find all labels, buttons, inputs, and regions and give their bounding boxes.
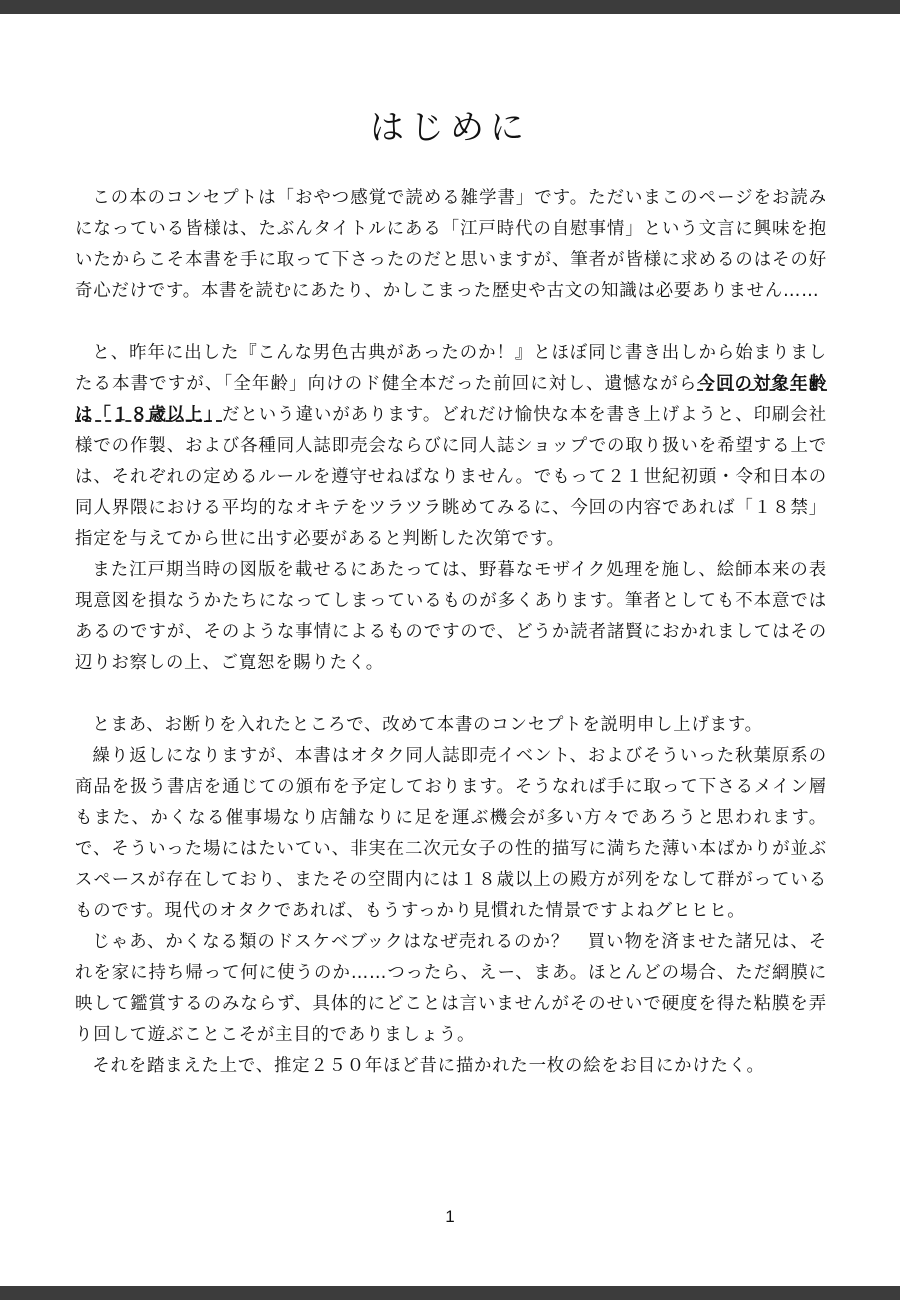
page-number: 1	[445, 1207, 455, 1226]
bottom-border	[0, 1286, 900, 1300]
paragraph-4: とまあ、お断りを入れたところで、改めて本書のコンセプトを説明申し上げます。	[92, 715, 763, 735]
page-title: はじめに	[370, 108, 530, 148]
paragraph-spacer	[75, 307, 827, 338]
paragraph-6: じゃあ、かくなる類のドスケベブックはなぜ売れるのか？ 買い物を済ませた諸兄は、それを家に持ち帰って何に使うのか……つったら、えー、まあ。ほとんどの場合、ただ網膜に映して鑑賞するのみならず、具体的にどことは言いませんがそのせいで硬度を得た粘膜を弄り回して遊ぶことこそが主目的でありましょう。	[75, 932, 827, 1045]
body-text	[75, 183, 827, 1082]
paragraph-3: また江戸期当時の図版を載せるにあたっては、野暮なモザイク処理を施し、絵師本来の表現意図を損なうかたちになってしまっているものが多くあります。筆者としても不本意ではあるのですが、そのような事情によるものですので、どうか読者諸賢におかれましてはその辺りお察しの上、ご寛恕を賜りたく。	[75, 560, 827, 673]
paragraph-2-lead: と、昨年に出した『こんな男色古典があったのか！』とほぼ同じ書き出しから始まりましたる本書ですが、「全年齢」向けのド健全本だった前回に対し、遺憾ながら	[75, 343, 827, 394]
paragraph-spacer	[75, 679, 827, 710]
paragraph-2	[75, 338, 827, 555]
paragraph-7: それを踏まえた上で、推定２５０年ほど昔に描かれた一枚の絵をお目にかけたく。	[92, 1056, 765, 1076]
paragraph-5: 繰り返しになりますが、本書はオタク同人誌即売イベント、およびそういった秋葉原系の商品を扱う書店を通じての頒布を予定しております。そうなれば手に取って下さるメイン層もまた、かくなる催事場なり店舗なりに足を運ぶ機会が多い方々であろうと思われます。で、そういった場にはたいてい、非実在二次元女子の性的描写に満ちた薄い本ばかりが並ぶスペースが存在しており、またその空間内には１８歳以上の殿方が列をなして群がっているものです。現代のオタクであれば、もうすっかり見慣れた情景ですよねグヒヒヒ。	[75, 746, 827, 921]
age-rating-emphasis: 今回の対象年齢は「１８歳以上」	[75, 374, 827, 425]
top-border	[0, 0, 900, 14]
paragraph-1: この本のコンセプトは「おやつ感覚で読める雑学書」です。ただいまこのページをお読みになっている皆様は、たぶんタイトルにある「江戸時代の自慰事情」という文言に興味を抱いたからこそ本書を手に取って下さったのだと思いますが、筆者が皆様に求めるのはその好奇心だけです。本書を読むにあたり、かしこまった歴史や古文の知識は必要ありません……	[75, 188, 827, 301]
paragraph-2-rest: だという違いがあります。どれだけ愉快な本を書き上げようと、印刷会社様での作製、および各種同人誌即売会ならびに同人誌ショップでの取り扱いを希望する上では、それぞれの定めるルールを遵守せねばなりません。でもって２１世紀初頭・令和日本の同人界隈における平均的なオキテをツラツラ眺めてみるに、今回の内容であれば「１８禁」指定を与えてから世に出す必要があると判断した次第です。	[75, 405, 827, 549]
